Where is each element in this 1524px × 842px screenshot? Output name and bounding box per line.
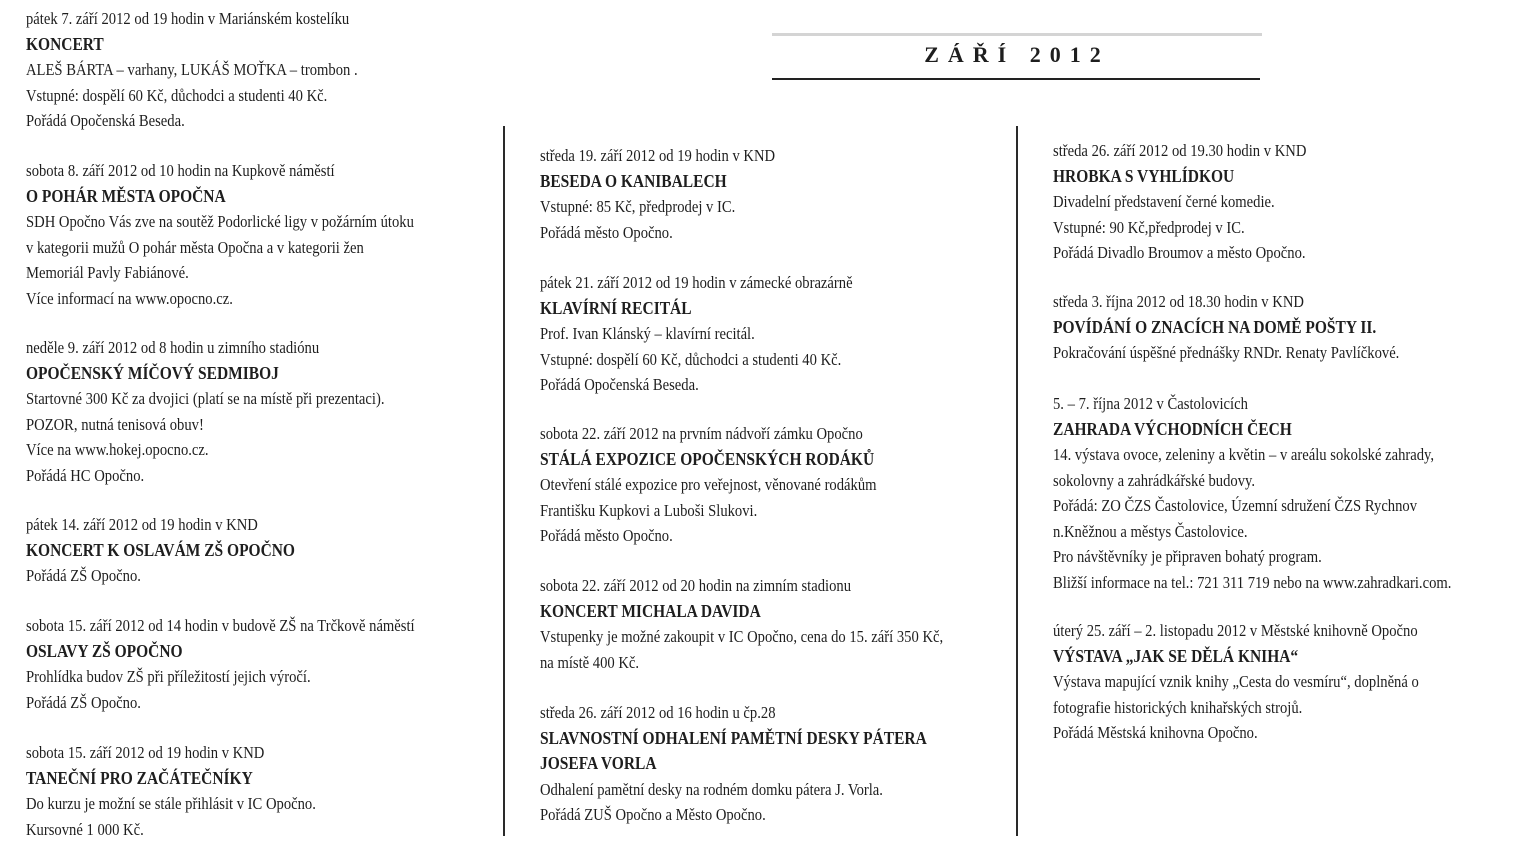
event-title: STÁLÁ EXPOZICE OPOČENSKÝCH RODÁKŮ — [540, 447, 944, 473]
event-detail: v kategorii mužů O pohár města Opočna a v kategorii žen — [26, 235, 430, 261]
event-date: středa 26. září 2012 od 16 hodin u čp.28 — [540, 700, 944, 726]
event-detail: Pořádá město Opočno. — [540, 523, 944, 549]
event-title: KONCERT MICHALA DAVIDA — [540, 599, 944, 625]
event-item — [1053, 391, 1518, 595]
event-title: OSLAVY ZŠ OPOČNO — [26, 639, 430, 665]
event-detail: Pokračování úspěšné přednášky RNDr. Renaty Pavlíčkové. — [1053, 340, 1453, 366]
event-detail: Více na www.hokej.opocno.cz. — [26, 437, 430, 463]
event-date: sobota 22. září 2012 na prvním nádvoří zámku Opočno — [540, 421, 944, 447]
event-item — [1053, 289, 1518, 366]
event-item — [26, 613, 496, 715]
event-item — [1053, 618, 1518, 746]
event-date: středa 26. září 2012 od 19.30 hodin v KND — [1053, 138, 1453, 164]
event-date: středa 3. října 2012 od 18.30 hodin v KND — [1053, 289, 1453, 315]
event-detail: Pro návštěvníky je připraven bohatý program. — [1053, 544, 1453, 570]
event-detail: Memoriál Pavly Fabiánové. — [26, 260, 430, 286]
event-detail: fotografie historických knihařských strojů. — [1053, 695, 1453, 721]
event-date: 5. – 7. října 2012 v Častolovicích — [1053, 391, 1453, 417]
event-title: POVÍDÁNÍ O ZNACÍCH NA DOMĚ POŠTY II. — [1053, 315, 1453, 341]
event-title: BESEDA O KANIBALECH — [540, 169, 944, 195]
event-detail: Prohlídka budov ZŠ při příležitostí jejich výročí. — [26, 664, 430, 690]
event-title: TANEČNÍ PRO ZAČÁTEČNÍKY — [26, 766, 430, 792]
event-detail: 14. výstava ovoce, zeleniny a květin – v areálu sokolské zahrady, — [1053, 442, 1453, 468]
event-item — [540, 421, 1010, 549]
event-detail: Do kurzu je možní se stále přihlásit v IC Opočno. — [26, 791, 430, 817]
event-detail: Divadelní představení černé komedie. — [1053, 189, 1453, 215]
event-detail: Pořádá město Opočno. — [540, 220, 944, 246]
event-date: pátek 14. září 2012 od 19 hodin v KND — [26, 512, 430, 538]
event-date: pátek 21. září 2012 od 19 hodin v zámecké obrazárně — [540, 270, 944, 296]
event-detail: Pořádá Městská knihovna Opočno. — [1053, 720, 1453, 746]
event-detail: Vstupné: dospělí 60 Kč, důchodci a studenti 40 Kč. — [26, 83, 430, 109]
event-detail: Bližší informace na tel.: 721 311 719 nebo na www.zahradkari.com. — [1053, 570, 1453, 596]
event-detail: Františku Kupkovi a Luboši Slukovi. — [540, 498, 944, 524]
event-item — [540, 573, 1010, 675]
event-detail: Startovné 300 Kč za dvojici (platí se na místě při prezentaci). — [26, 386, 430, 412]
event-title: OPOČENSKÝ MÍČOVÝ SEDMIBOJ — [26, 361, 430, 387]
event-detail: Více informací na www.opocno.cz. — [26, 286, 430, 312]
event-item — [26, 335, 496, 488]
event-item — [26, 512, 496, 589]
column-divider — [503, 126, 505, 836]
event-title: ZAHRADA VÝCHODNÍCH ČECH — [1053, 417, 1453, 443]
event-item — [26, 740, 496, 842]
event-detail: Výstava mapující vznik knihy „Cesta do vesmíru“, doplněná o — [1053, 669, 1453, 695]
event-detail: na místě 400 Kč. — [540, 650, 944, 676]
event-item — [540, 143, 1010, 245]
event-detail: Vstupné: 90 Kč,předprodej v IC. — [1053, 215, 1453, 241]
event-date: sobota 15. září 2012 od 19 hodin v KND — [26, 740, 430, 766]
page-title: ZÁŘÍ 2012 — [772, 41, 1262, 69]
event-detail: Pořádá ZŠ Opočno. — [26, 690, 430, 716]
event-title: HROBKA S VYHLÍDKOU — [1053, 164, 1453, 190]
event-title: O POHÁR MĚSTA OPOČNA — [26, 184, 430, 210]
event-detail: ALEŠ BÁRTA – varhany, LUKÁŠ MOŤKA – trombon . — [26, 57, 430, 83]
event-detail: Pořádá Opočenská Beseda. — [26, 108, 430, 134]
event-date: neděle 9. září 2012 od 8 hodin u zimního stadiónu — [26, 335, 430, 361]
header-top-rule — [772, 33, 1262, 36]
event-detail: n.Kněžnou a městys Častolovice. — [1053, 519, 1453, 545]
event-title: KLAVÍRNÍ RECITÁL — [540, 296, 944, 322]
event-detail: Vstupné: dospělí 60 Kč, důchodci a studenti 40 Kč. — [540, 347, 944, 373]
event-item — [1053, 138, 1518, 266]
event-item — [540, 700, 1010, 828]
event-title: KONCERT K OSLAVÁM ZŠ OPOČNO — [26, 538, 430, 564]
event-item — [26, 158, 496, 311]
event-title: JOSEFA VORLA — [540, 751, 944, 777]
event-detail: sokolovny a zahrádkářské budovy. — [1053, 468, 1453, 494]
event-title: SLAVNOSTNÍ ODHALENÍ PAMĚTNÍ DESKY PÁTERA — [540, 726, 944, 752]
event-detail: Otevření stálé expozice pro veřejnost, věnované rodákům — [540, 472, 944, 498]
event-item — [26, 6, 496, 134]
event-date: úterý 25. září – 2. listopadu 2012 v Městské knihovně Opočno — [1053, 618, 1453, 644]
event-title: VÝSTAVA „JAK SE DĚLÁ KNIHA“ — [1053, 644, 1453, 670]
header-bottom-rule — [772, 78, 1260, 80]
event-detail: Kursovné 1 000 Kč. — [26, 817, 430, 842]
event-item — [540, 270, 1010, 398]
event-detail: Prof. Ivan Klánský – klavírní recitál. — [540, 321, 944, 347]
event-detail: Pořádá Divadlo Broumov a město Opočno. — [1053, 240, 1453, 266]
event-date: sobota 22. září 2012 od 20 hodin na zimním stadionu — [540, 573, 944, 599]
event-detail: POZOR, nutná tenisová obuv! — [26, 412, 430, 438]
event-detail: Pořádá ZUŠ Opočno a Město Opočno. — [540, 802, 944, 828]
event-detail: Odhalení pamětní desky na rodném domku pátera J. Vorla. — [540, 777, 944, 803]
event-detail: Vstupenky je možné zakoupit v IC Opočno, cena do 15. září 350 Kč, — [540, 624, 944, 650]
event-detail: Pořádá HC Opočno. — [26, 463, 430, 489]
event-detail: SDH Opočno Vás zve na soutěž Podorlické ligy v požárním útoku — [26, 209, 430, 235]
column-divider — [1016, 126, 1018, 836]
event-title: KONCERT — [26, 32, 430, 58]
event-detail: Pořádá Opočenská Beseda. — [540, 372, 944, 398]
event-detail: Vstupné: 85 Kč, předprodej v IC. — [540, 194, 944, 220]
event-detail: Pořádá: ZO ČZS Častolovice, Územní sdružení ČZS Rychnov — [1053, 493, 1453, 519]
event-date: pátek 7. září 2012 od 19 hodin v Mariánském kostelíku — [26, 6, 430, 32]
event-date: středa 19. září 2012 od 19 hodin v KND — [540, 143, 944, 169]
event-date: sobota 8. září 2012 od 10 hodin na Kupkově náměstí — [26, 158, 430, 184]
event-detail: Pořádá ZŠ Opočno. — [26, 563, 430, 589]
event-date: sobota 15. září 2012 od 14 hodin v budově ZŠ na Trčkově náměstí — [26, 613, 430, 639]
